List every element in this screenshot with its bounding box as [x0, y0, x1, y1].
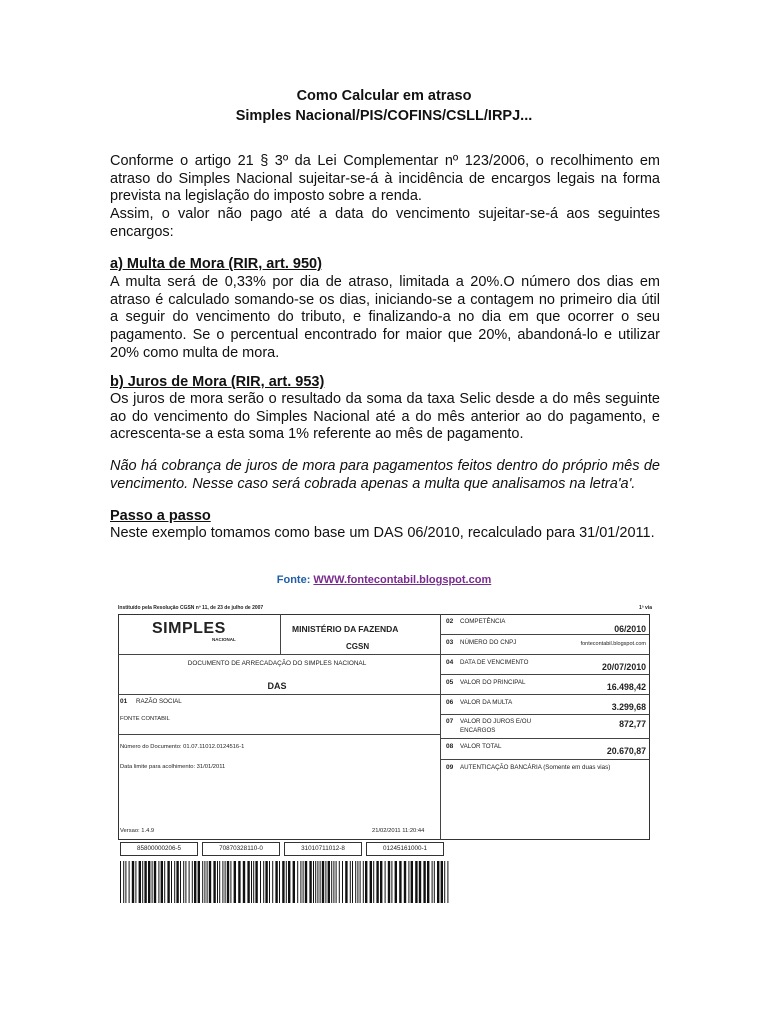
barcode-bar: [164, 861, 165, 903]
barcode-bar: [247, 861, 249, 903]
das-code-2: 70870328110-0: [202, 842, 280, 856]
field-label: VALOR DA MULTA: [460, 699, 513, 706]
das-divider-vertical: [440, 614, 441, 840]
barcode-bar: [357, 861, 358, 903]
das-barcode: [120, 861, 450, 903]
barcode-bar: [217, 861, 218, 903]
barcode-bar: [305, 861, 307, 903]
barcode-bar: [437, 861, 439, 903]
das-form: [114, 598, 654, 916]
barcode-bar: [282, 861, 284, 903]
barcode-bar: [345, 861, 347, 903]
barcode-bar: [376, 861, 378, 903]
barcode-bar: [198, 861, 200, 903]
field-value: 3.299,68: [611, 702, 646, 712]
das-row-line: [440, 634, 650, 635]
das-ministry: MINISTÉRIO DA FAZENDA: [292, 624, 399, 634]
barcode-bar: [336, 861, 337, 903]
field-num: 09: [446, 764, 454, 771]
barcode-bar: [148, 861, 150, 903]
barcode-bar: [125, 861, 126, 903]
barcode-bar: [293, 861, 295, 903]
das-cgsn: CGSN: [346, 642, 370, 651]
field-label: VALOR DO PRINCIPAL: [460, 679, 526, 686]
barcode-bar: [176, 861, 178, 903]
barcode-bar: [279, 861, 280, 903]
barcode-bar: [180, 861, 181, 903]
barcode-bar: [360, 861, 361, 903]
barcode-bar: [167, 861, 169, 903]
barcode-bar: [185, 861, 186, 903]
das-row-line: [440, 759, 650, 760]
barcode-bar: [380, 861, 382, 903]
barcode-bar: [207, 861, 208, 903]
barcode-bar: [260, 861, 261, 903]
barcode-bar: [331, 861, 332, 903]
barcode-bar: [263, 861, 264, 903]
intro-paragraph-2: Assim, o valor não pago até a data do vencimento sujeitar-se-á aos seguintes encargos:: [110, 206, 660, 240]
barcode-bar: [209, 861, 211, 903]
barcode-bar: [352, 861, 353, 903]
barcode-bar: [342, 861, 343, 903]
barcode-bar: [161, 861, 163, 903]
field-num: 05: [446, 679, 454, 686]
barcode-bar: [303, 861, 304, 903]
barcode-bar: [320, 861, 321, 903]
barcode-bar: [315, 861, 316, 903]
passo-heading: Passo a passo: [110, 508, 211, 524]
source-link[interactable]: WWW.fontecontabil.blogspot.com: [313, 574, 492, 586]
barcode-bar: [391, 861, 392, 903]
das-code-1: 85800000206-5: [120, 842, 198, 856]
multa-heading: a) Multa de Mora (RIR, art. 950): [110, 256, 322, 272]
field-label: AUTENTICAÇÃO BANCÁRIA (Somente em duas vias): [460, 764, 611, 771]
barcode-bar: [427, 861, 429, 903]
barcode-bar: [355, 861, 356, 903]
barcode-bar: [415, 861, 417, 903]
barcode-bar: [225, 861, 226, 903]
barcode-bar: [251, 861, 252, 903]
field-value: 06/2010: [614, 624, 646, 634]
das-hline-1: [118, 654, 440, 655]
barcode-bar: [313, 861, 314, 903]
razao-num: 01: [120, 698, 128, 705]
field-label: DATA DE VENCIMENTO: [460, 659, 529, 666]
barcode-bar: [132, 861, 134, 903]
barcode-bar: [213, 861, 215, 903]
barcode-bar: [255, 861, 257, 903]
simples-logo: SIMPLES: [152, 620, 226, 637]
barcode-bar: [154, 861, 156, 903]
barcode-bar: [158, 861, 159, 903]
barcode-bar: [444, 861, 445, 903]
das-row-line: [440, 674, 650, 675]
barcode-bar: [194, 861, 196, 903]
barcode-bar: [325, 861, 326, 903]
field-num: 08: [446, 743, 454, 750]
barcode-bar: [322, 861, 324, 903]
field-value: 20.670,87: [606, 746, 646, 756]
barcode-bar: [395, 861, 397, 903]
das-code-3: 31010711012-8: [284, 842, 362, 856]
field-num: 02: [446, 618, 454, 625]
barcode-bar: [363, 861, 364, 903]
passo-body: Neste exemplo tomamos como base um DAS 06/2010, recalculado para 31/01/2011.: [110, 525, 655, 541]
barcode-bar: [243, 861, 245, 903]
barcode-bar: [238, 861, 240, 903]
barcode-bar: [152, 861, 153, 903]
barcode-bar: [434, 861, 435, 903]
barcode-bar: [234, 861, 236, 903]
numero-documento: Número do Documento: 01.07.11012.0124516-1: [120, 744, 245, 750]
barcode-bar: [135, 861, 136, 903]
das-row-line: [440, 738, 650, 739]
barcode-bar: [300, 861, 301, 903]
barcode-bar: [183, 861, 184, 903]
field-label: VALOR DO JUROS E/OU: [460, 718, 532, 725]
razao-label: RAZÃO SOCIAL: [136, 698, 182, 705]
field-value: 20/07/2010: [601, 662, 646, 672]
field-label: NÚMERO DO CNPJ: [460, 639, 517, 646]
barcode-bar: [441, 861, 443, 903]
barcode-bar: [385, 861, 386, 903]
barcode-bar: [328, 861, 330, 903]
barcode-bar: [309, 861, 311, 903]
barcode-bar: [411, 861, 413, 903]
das-via: 1ª via: [639, 605, 652, 611]
das-row-line: [440, 654, 650, 655]
barcode-bar: [269, 861, 270, 903]
barcode-bar: [142, 861, 143, 903]
barcode-bar: [174, 861, 175, 903]
barcode-bar: [230, 861, 231, 903]
multa-body: A multa será de 0,33% por dia de atraso, limitada a 20%.O número dos dias em atraso é calculado somando-se os dias, iniciando-se a contagem no primeiro dia útil a seguir do vencimento do tributo, e finalizando-a no dia em que ocorrer o seu pagamento. Se o percentual encontrado for maior que 20%, abandoná-lo e utilizar 20% como multa de mora.: [110, 274, 660, 361]
barcode-bar: [123, 861, 124, 903]
barcode-bar: [222, 861, 223, 903]
source-label: Fonte:: [276, 574, 314, 586]
barcode-bar: [272, 861, 273, 903]
barcode-bar: [189, 861, 190, 903]
barcode-bar: [129, 861, 130, 903]
field-value: 16.498,42: [606, 682, 646, 692]
das-versao: Versao: 1.4.9: [120, 828, 155, 834]
barcode-bar: [202, 861, 203, 903]
barcode-bar: [365, 861, 367, 903]
barcode-bar: [204, 861, 205, 903]
das-hline-3: [118, 734, 440, 735]
barcode-bar: [350, 861, 351, 903]
das-doc-title: DOCUMENTO DE ARRECADAÇÃO DO SIMPLES NACIONAL: [187, 660, 367, 667]
barcode-bar: [373, 861, 374, 903]
barcode-bar: [370, 861, 372, 903]
barcode-bar: [404, 861, 406, 903]
barcode-bar: [227, 861, 229, 903]
barcode-bar: [288, 861, 290, 903]
das-label: DAS: [267, 681, 287, 691]
field-label: VALOR TOTAL: [460, 743, 502, 750]
das-row-line: [440, 694, 650, 695]
barcode-bar: [432, 861, 433, 903]
field-num: 06: [446, 699, 454, 706]
barcode-bar: [317, 861, 318, 903]
barcode-bar: [419, 861, 421, 903]
juros-heading: b) Juros de Mora (RIR, art. 953): [110, 374, 325, 390]
das-timestamp: 21/02/2011 11:20:44: [372, 828, 425, 834]
data-limite: Data limite para acolhimento: 31/01/2011: [120, 764, 226, 770]
razao-value: FONTE CONTABIL: [120, 716, 170, 722]
das-code-4: 01245161000-1: [366, 842, 444, 856]
field-value: 872,77: [619, 719, 646, 729]
source-line: [0, 574, 768, 586]
field-value: fontecontabil.blogspot.com: [580, 641, 646, 647]
barcode-bar: [297, 861, 298, 903]
barcode-bar: [388, 861, 390, 903]
barcode-bar: [286, 861, 287, 903]
das-resolution-note: Instituído pela Resolução CGSN nº 11, de 23 de julho de 2007: [118, 605, 264, 611]
intro-text: [110, 153, 660, 242]
intro-paragraph-1: Conforme o artigo 21 § 3º da Lei Complementar nº 123/2006, o recolhimento em atraso do Simples Nacional sujeitar-se-á à incidência de encargos legais na forma prevista na legislação do imposto sobre a renda.: [110, 153, 660, 205]
barcode-bar: [192, 861, 193, 903]
barcode-bar: [120, 861, 121, 903]
field-num: 03: [446, 639, 454, 646]
note-text: Não há cobrança de juros de mora para pagamentos feitos dentro do próprio mês de vencimento. Nesse caso será cobrada apenas a multa que analisamos na letra'a'.: [110, 458, 660, 492]
page-title: [0, 86, 768, 126]
barcode-bar: [265, 861, 267, 903]
das-row-line: [440, 714, 650, 715]
barcode-bar: [339, 861, 340, 903]
barcode-bar: [408, 861, 409, 903]
das-hline-2: [118, 694, 440, 695]
field-label: COMPETÊNCIA: [460, 618, 506, 625]
barcode-bar: [447, 861, 448, 903]
barcode-bar: [139, 861, 141, 903]
simples-logo-sub: NACIONAL: [212, 637, 236, 642]
barcode-bar: [423, 861, 425, 903]
barcode-bar: [219, 861, 220, 903]
barcode-bar: [275, 861, 277, 903]
barcode-bar: [399, 861, 401, 903]
barcode-bar: [333, 861, 334, 903]
field-label-2: ENCARGOS: [460, 727, 496, 734]
das-divider-logo: [280, 614, 281, 654]
das-frame: [118, 614, 650, 840]
field-num: 04: [446, 659, 454, 666]
barcode-bar: [171, 861, 172, 903]
juros-body: Os juros de mora serão o resultado da soma da taxa Selic desde a do mês seguinte ao do vencimento do Simples Nacional até a do mês anterior ao do pagamento, e acrescenta-se a esta soma 1% referente ao mês de pagamento.: [110, 391, 660, 443]
barcode-bar: [253, 861, 254, 903]
title-line-2: Simples Nacional/PIS/COFINS/CSLL/IRPJ...: [235, 108, 533, 124]
field-num: 07: [446, 718, 454, 725]
barcode-bar: [144, 861, 146, 903]
title-line-1: Como Calcular em atraso: [296, 88, 472, 104]
